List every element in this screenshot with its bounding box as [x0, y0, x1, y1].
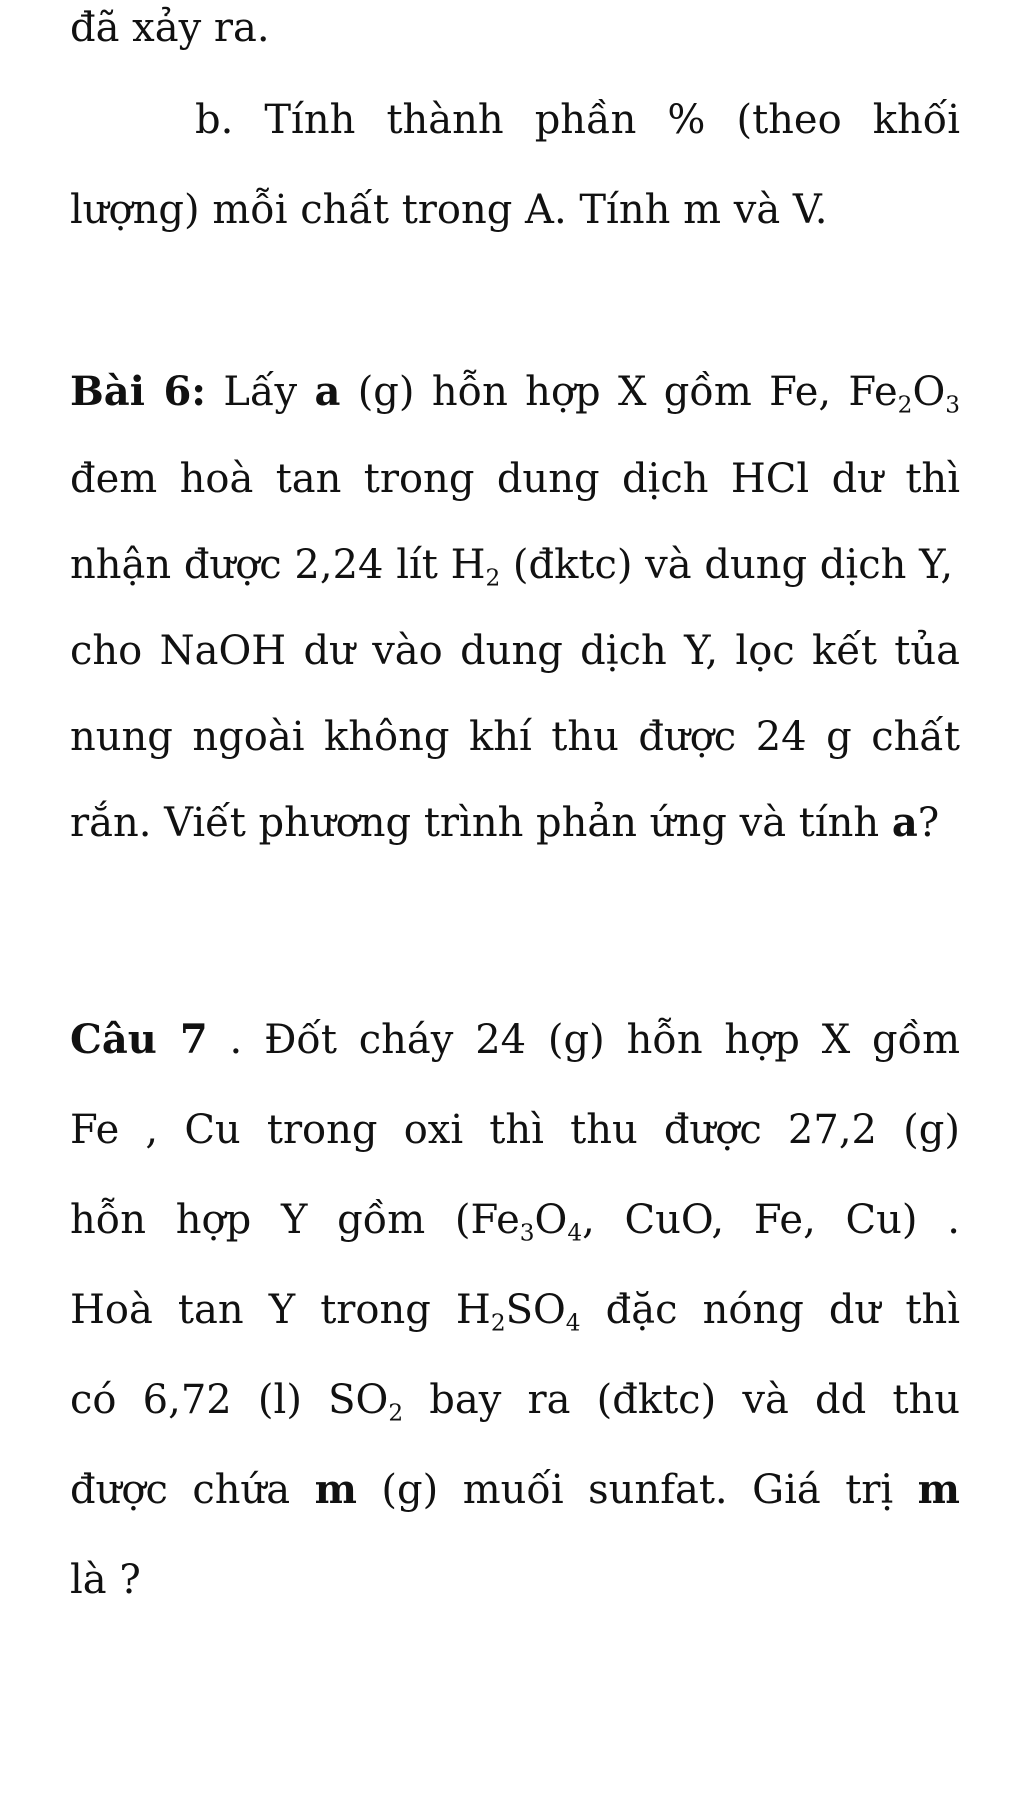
- cau7-line-2: Fe , Cu trong oxi thì thu được 27,2 (g): [70, 1107, 960, 1153]
- cau7-line-3: hỗn hợp Y gồm ($Fe_3O_4$, CuO, Fe, Cu) .: [70, 1197, 961, 1247]
- bai6-line-4: cho NaOH dư vào dung dịch Y, lọc kết tủa: [70, 628, 960, 674]
- cau7-line-7: là ?: [70, 1557, 141, 1603]
- cau7-line-4: Hoà tan Y trong $H_2SO_4$ đặc nóng dư thì: [70, 1287, 960, 1337]
- bai6-line-3: nhận được 2,24 lít $H_2$ (đktc) và dung dịch Y,: [70, 542, 954, 592]
- cau7-label: Câu 7: [70, 1016, 208, 1063]
- bai6-label: Bài 6:: [70, 368, 207, 415]
- prev-line-3: lượng) mỗi chất trong A. Tính m và V.: [70, 187, 828, 233]
- bai6-line-5: nung ngoài không khí thu được 24 g chất: [70, 714, 960, 760]
- bai6-line-2: đem hoà tan trong dung dịch HCl dư thì: [70, 456, 960, 502]
- prev-line-1: đã xảy ra.: [70, 5, 270, 51]
- bai6-line-6: rắn. Viết phương trình phản ứng và tính a?: [70, 799, 940, 846]
- cau7-line-6: được chứa m (g) muối sunfat. Giá trị m: [70, 1466, 960, 1513]
- prev-question-b: b. Tính thành phần % (theo khối: [195, 97, 960, 143]
- cau7-line-5: có 6,72 (l) $SO_2$ bay ra (đktc) và dd thu: [70, 1377, 961, 1427]
- cau7-line-1: Câu 7 . Đốt cháy 24 (g) hỗn hợp X gồm: [70, 1016, 961, 1063]
- bai6-line-1: Bài 6: Lấy a (g) hỗn hợp X gồm Fe, $Fe_2O_3$: [70, 368, 960, 419]
